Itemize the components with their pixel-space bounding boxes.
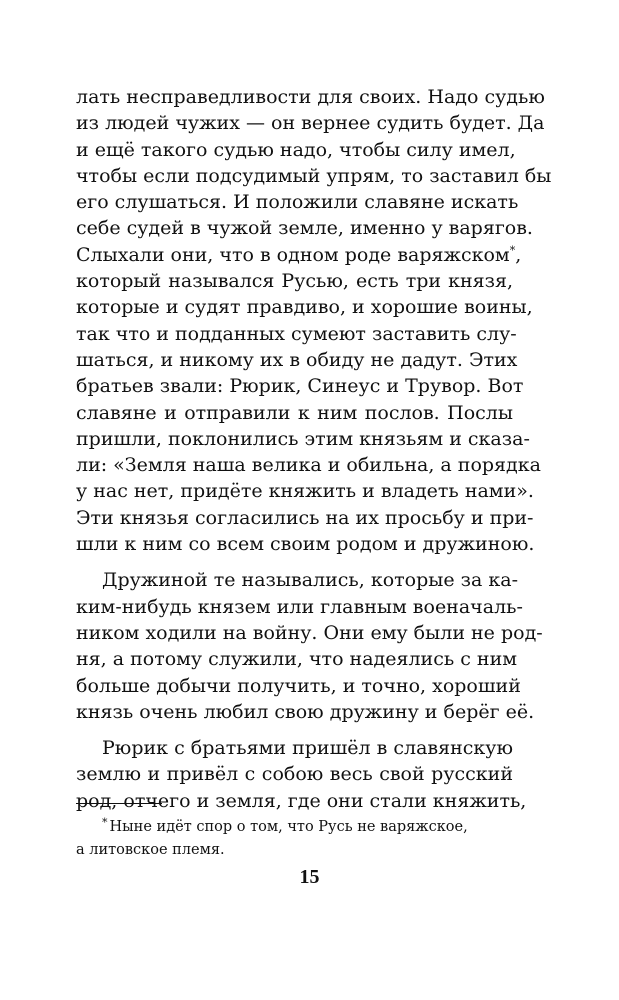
text-line: славяне и отправили к ним послов. Послы <box>76 401 513 424</box>
text-line: которые и судят правдиво, и хорошие воины, <box>76 296 533 319</box>
footnote-line <box>76 811 513 839</box>
page-body <box>76 84 552 814</box>
footnote-separator <box>76 803 162 804</box>
text-line: который назывался Русью, есть три князя, <box>76 270 513 293</box>
text-line: ня, а потому служили, что надеялись с ним <box>76 648 518 671</box>
text-line: князь очень любил свою дружину и берёг её. <box>76 700 535 723</box>
text-line: ником ходили на войну. Они ему были не род- <box>76 621 543 644</box>
text-line: у нас нет, придёте княжить и владеть нами». <box>76 480 534 503</box>
text-line: из людей чужих — он вернее судить будет. Да <box>76 112 545 135</box>
text-line: Эти князья согласились на их просьбу и при- <box>76 506 534 529</box>
text-line-content: Слыхали они, что в одном роде варяжском <box>76 243 510 266</box>
text-line: пришли, поклонились этим князьям и сказа- <box>76 427 530 450</box>
text-line: род, отчего и земля, где они стали княжить, <box>76 789 527 812</box>
text-line: лать несправедливости для своих. Надо судью <box>76 86 545 108</box>
text-line: так что и подданных сумеют заставить слу- <box>76 322 517 345</box>
text-line: Слыхали они, что в одном роде варяжском*, <box>76 243 522 266</box>
paragraph <box>76 567 543 725</box>
paragraph <box>76 84 552 557</box>
text-line: его слушаться. И положили славяне искать <box>76 191 519 214</box>
paragraph-spacer <box>76 557 513 567</box>
footnote <box>76 811 513 862</box>
footnote-mark: * <box>102 816 108 829</box>
text-line: и ещё такого судью надо, чтобы силу имел, <box>76 138 516 161</box>
text-line: шаться, и никому их в обиду не дадут. Этих <box>76 348 518 371</box>
text-line: Дружиной те назывались, которые за ка- <box>102 569 519 592</box>
footnote-mark: * <box>509 243 516 257</box>
text-line: ким-нибудь князем или главным военачаль- <box>76 595 523 618</box>
text-line: братьев звали: Рюрик, Синеус и Трувор. Вот <box>76 375 524 398</box>
text-line: себе судей в чужой земле, именно у варягов. <box>76 217 533 240</box>
text-line: больше добычи получить, и точно, хороший <box>76 674 521 697</box>
text-line: землю и привёл с собою весь свой русский <box>76 763 513 786</box>
footnote-line: а литовское племя. <box>76 842 225 858</box>
footnote-text: Ныне идёт спор о том, что Русь не варяжское, <box>109 819 468 835</box>
text-line: Рюрик с братьями пришёл в славянскую <box>102 737 513 760</box>
text-line: чтобы если подсудимый упрям, то заставил бы <box>76 164 552 187</box>
text-line: шли к ним со всем своим родом и дружиною. <box>76 533 535 556</box>
paragraph-spacer <box>76 725 513 735</box>
text-line: ли: «Земля наша велика и обильна, а порядка <box>76 454 541 477</box>
page-number: 15 <box>299 866 320 888</box>
